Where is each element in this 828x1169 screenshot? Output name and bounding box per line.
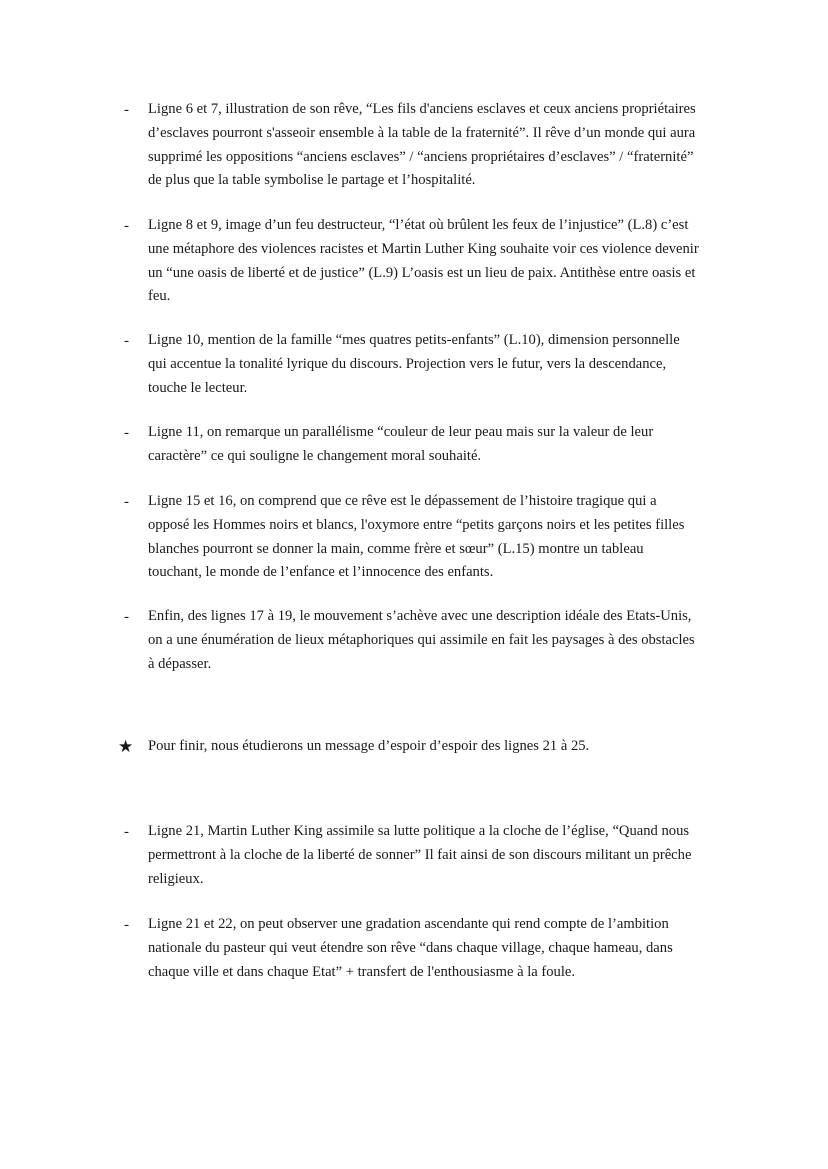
- list-item: [118, 98, 718, 193]
- list-item: [118, 605, 718, 676]
- dash-bullet: -: [124, 218, 129, 234]
- dash-bullet: -: [124, 333, 129, 349]
- paragraph-text: Ligne 8 et 9, image d’un feu destructeur, “l’état où brûlent les feux de l’injustice” (L.8) c’est une métaphore des violences racistes et Martin Luther King souhaite voir ces violence devenir un “une oasis de liberté et de justice” (L.9) L’oasis est un lieu de paix. Antithèse entre oasis et feu.: [148, 217, 699, 305]
- list-item: [118, 820, 718, 891]
- dash-bullet: -: [124, 609, 129, 625]
- paragraph-text: Enfin, des lignes 17 à 19, le mouvement s’achève avec une description idéale des Etats-Unis, on a une énumération de lieux métaphoriques qui assimile en fait les paysages à des obstacles à dépasser.: [148, 608, 695, 672]
- section-heading: [118, 735, 718, 759]
- heading-text: Pour finir, nous étudierons un message d’espoir d’espoir des lignes 21 à 25.: [148, 738, 590, 754]
- dash-bullet: -: [124, 425, 129, 441]
- list-item: [118, 913, 718, 984]
- paragraph-text: Ligne 6 et 7, illustration de son rêve, “Les fils d'anciens esclaves et ceux anciens propriétaires d’esclaves pourront s'asseoir ensemble à la table de la fraternité”. Il rêve d’un monde qui aura supprimé les oppositions “anciens esclaves” / “anciens propriétaires d’esclaves” / “fraternité” de plus que la table symbolise le partage et l’hospitalité.: [148, 101, 696, 189]
- list-item: [118, 490, 718, 585]
- list-item: [118, 421, 718, 469]
- paragraph-text: Ligne 15 et 16, on comprend que ce rêve est le dépassement de l’histoire tragique qui a opposé les Hommes noirs et blancs, l'oxymore entre “petits garçons noirs et les petites filles blanches pourront se donner la main, comme frère et sœur” (L.15) montre un tableau touchant, le monde de l’enfance et l’innocence des enfants.: [148, 493, 685, 581]
- list-item: [118, 329, 718, 400]
- paragraph-text: Ligne 21 et 22, on peut observer une gradation ascendante qui rend compte de l’ambition nationale du pasteur qui veut étendre son rêve “dans chaque village, chaque hameau, dans chaque ville et dans chaque Etat” + transfert de l'enthousiasme à la foule.: [148, 916, 673, 980]
- list-item: [118, 214, 718, 309]
- star-icon: ★: [118, 737, 134, 756]
- dash-bullet: -: [124, 494, 129, 510]
- paragraph-text: Ligne 11, on remarque un parallélisme “couleur de leur peau mais sur la valeur de leur caractère” ce qui souligne le changement moral souhaité.: [148, 424, 654, 464]
- dash-bullet: -: [124, 102, 129, 118]
- paragraph-text: Ligne 21, Martin Luther King assimile sa lutte politique a la cloche de l’église, “Quand nous permettront à la cloche de la liberté de sonner” Il fait ainsi de son discours militant un prêche religieux.: [148, 823, 692, 887]
- paragraph-text: Ligne 10, mention de la famille “mes quatres petits-enfants” (L.10), dimension personnelle qui accentue la tonalité lyrique du discours. Projection vers le futur, vers la descendance, touche le lecteur.: [148, 332, 680, 396]
- dash-bullet: -: [124, 824, 129, 840]
- dash-bullet: -: [124, 917, 129, 933]
